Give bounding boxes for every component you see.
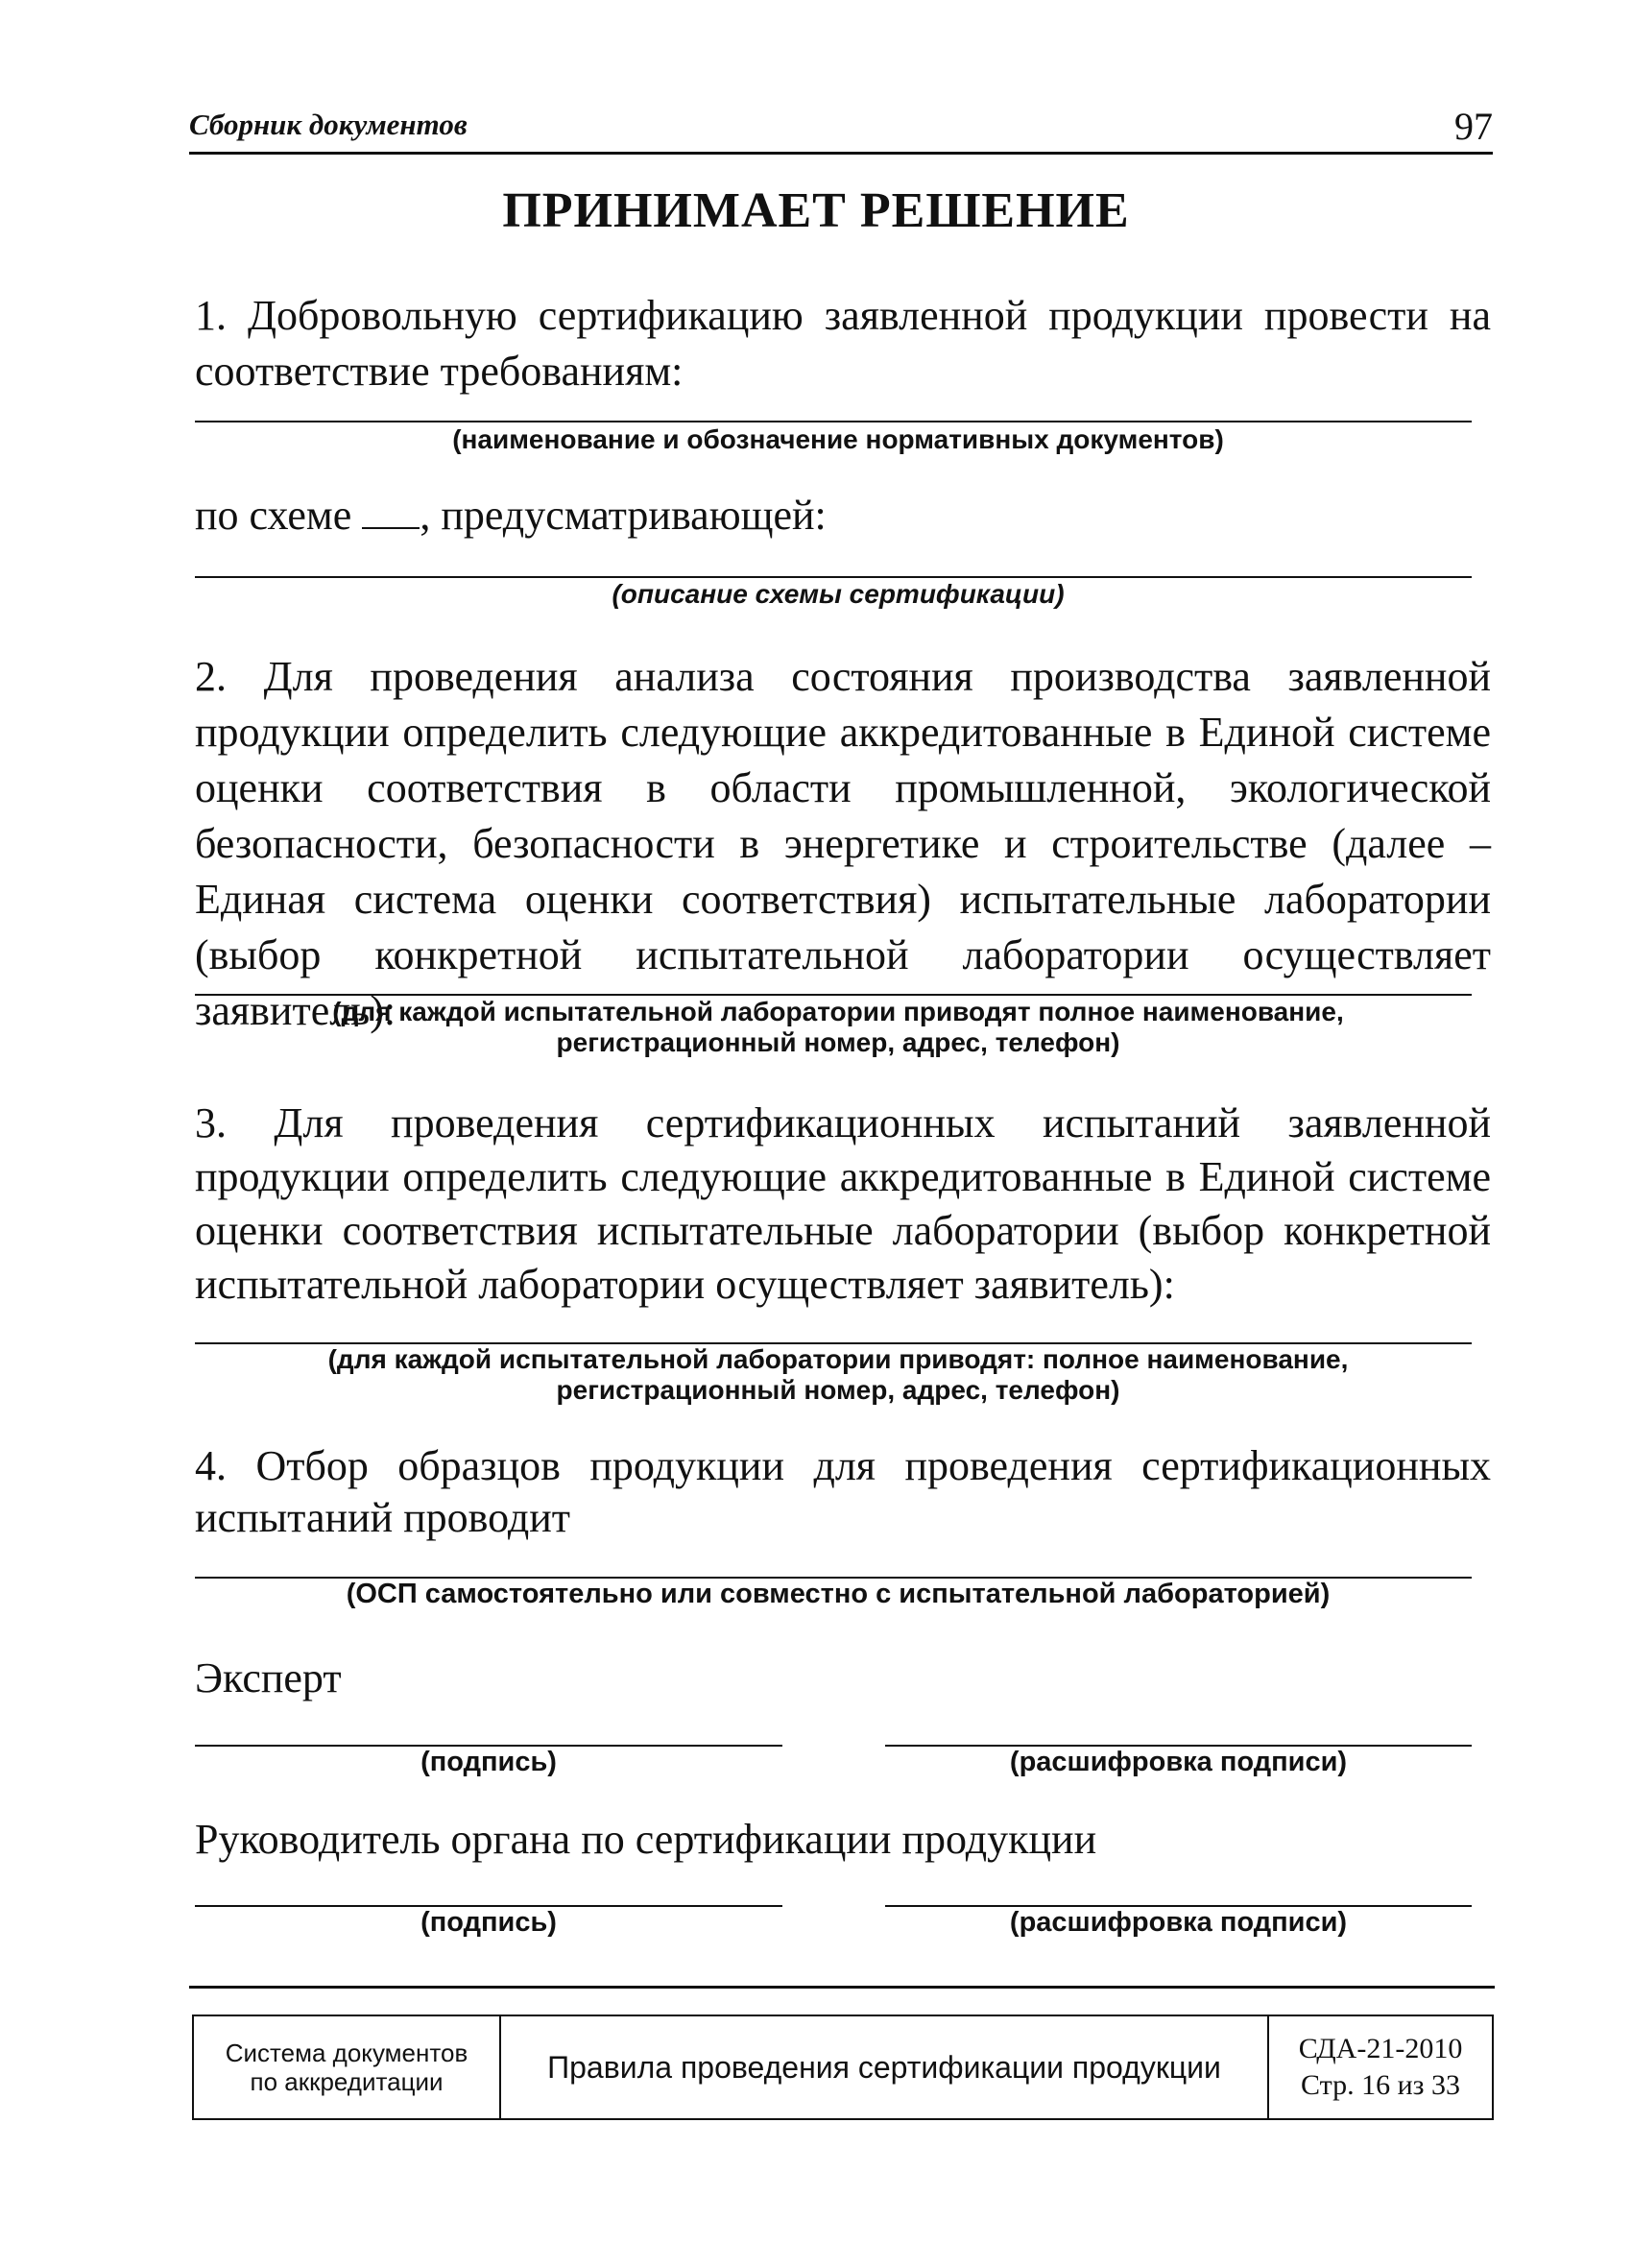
page-number: 97 xyxy=(1454,105,1493,148)
footer-code-cell xyxy=(1269,2016,1492,2118)
scheme-fill-line xyxy=(195,576,1472,578)
item-2-caption-line-2: регистрационный номер, адрес, телефон) xyxy=(556,1027,1120,1057)
running-title: Сборник документов xyxy=(189,108,468,141)
document-title: ПРИНИМАЕТ РЕШЕНИЕ xyxy=(502,183,1130,238)
head-decode-caption: (расшифровка подписи) xyxy=(1009,1907,1348,1938)
item-2-caption xyxy=(195,997,1481,1058)
item-1-caption: (наименование и обозначение нормативных документов) xyxy=(452,424,1224,454)
footer-system-cell xyxy=(194,2016,501,2118)
item-3-text: 3. Для проведения сертификационных испытаний заявленной продукции определить следующие аккредитованные в Единой системе оценки соответствия испытательные лаборатории (выбор конкретной испытательной лаборатории осуществляет заявитель): xyxy=(195,1099,1491,1308)
expert-decode-caption: (расшифровка подписи) xyxy=(1009,1747,1348,1777)
footer-system-line-2: по аккредитации xyxy=(250,2067,444,2096)
footer-doc-code: СДА-21-2010 xyxy=(1298,2033,1463,2064)
scheme-line xyxy=(195,488,827,543)
head-signature-caption: (подпись) xyxy=(420,1907,557,1938)
item-1-text: 1. Добровольную сертификацию заявленной продукции провести на соответствие требованиям: xyxy=(195,292,1491,395)
item-2-fill-line xyxy=(195,994,1472,996)
expert-label: Эксперт xyxy=(195,1654,342,1701)
footer-system-line-1: Система документов xyxy=(225,2039,468,2067)
item-3-caption xyxy=(195,1344,1481,1406)
header-rule xyxy=(189,152,1493,155)
footer-rule xyxy=(189,1986,1495,1989)
footer-page-count: Стр. 16 из 33 xyxy=(1301,2069,1460,2101)
item-4-text: 4. Отбор образцов продукции для проведения сертификационных испытаний проводит xyxy=(195,1442,1491,1541)
scheme-prefix: по схеме xyxy=(195,492,352,539)
scheme-number-field xyxy=(362,498,420,529)
scheme-caption: (описание схемы сертификации) xyxy=(612,579,1065,609)
item-4-caption: (ОСП самостоятельно или совместно с испытательной лабораторией) xyxy=(346,1579,1331,1609)
head-label: Руководитель органа по сертификации продукции xyxy=(195,1816,1097,1863)
item-1-fill-line xyxy=(195,421,1472,422)
item-3-caption-line-2: регистрационный номер, адрес, телефон) xyxy=(556,1375,1120,1405)
item-2-text: 2. Для проведения анализа состояния производства заявленной продукции определить следующие аккредитованные в Единой системе оценки соответствия в области промышленной, экологической безопасности, безопасности в энергетике и строительстве (далее – Единая система оценки соответствия) испытательные лаборатории (выбор конкретной испытательной лаборатории осуществляет заявитель): xyxy=(195,653,1491,1034)
footer-document-title: Правила проведения сертификации продукции xyxy=(501,2016,1269,2118)
footer-table xyxy=(192,2015,1494,2120)
expert-signature-caption: (подпись) xyxy=(420,1747,557,1777)
scheme-suffix: , предусматривающей: xyxy=(420,492,827,539)
item-3-caption-line-1: (для каждой испытательной лаборатории приводят: полное наименование, xyxy=(327,1344,1349,1374)
item-2-caption-line-1: (для каждой испытательной лаборатории приводят полное наименование, xyxy=(332,997,1344,1026)
